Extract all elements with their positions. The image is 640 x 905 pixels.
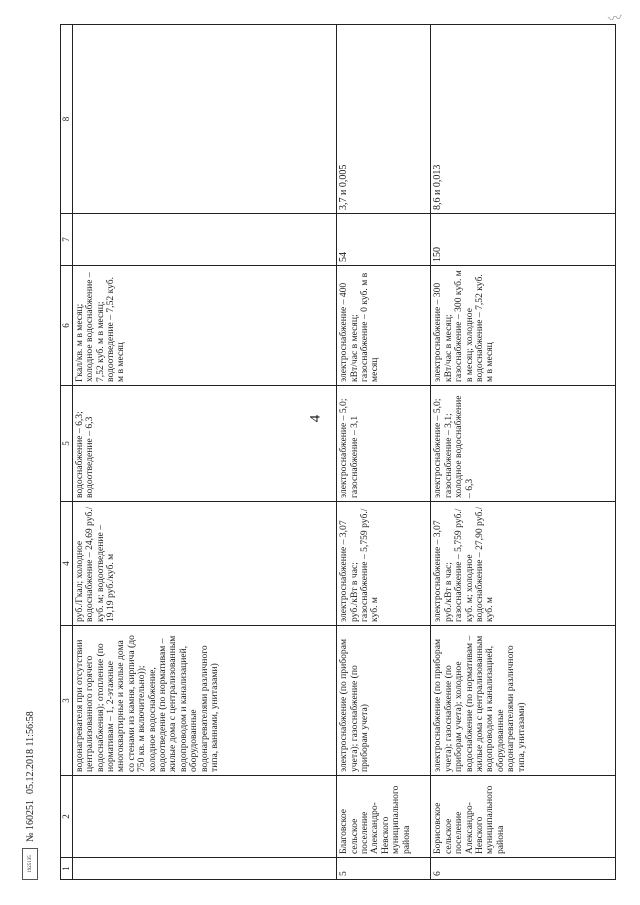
- share: 3,7 и 0,005: [337, 25, 431, 214]
- header-cell: 4: [61, 502, 73, 626]
- header-cell: 6: [61, 266, 73, 386]
- scan-mark: 〰: [607, 10, 624, 29]
- page-number: 4: [307, 414, 324, 423]
- document-id: № 160251: [24, 799, 36, 842]
- settlement-name: Благовское сельское поселение Александро-Невского муниципального района: [337, 776, 431, 858]
- consumption: электроснабжение – 300 кВт/час в месяц; газоснабжение – 300 куб. м в месяц; холодное водоснабжение – 7,52 куб. м в месяц: [431, 266, 616, 386]
- growth-index: электроснабжение – 5,0; газоснабжение – 3,1; холодное водоснабжение – 6,3: [431, 386, 616, 502]
- row-number: [72, 858, 336, 880]
- row-number: 6: [431, 858, 616, 880]
- tariffs: электроснабжение – 3,07 руб./кВт в час; газоснабжение – 5,759 руб./куб. м; холодное водоснабжение – 27,90 руб./куб. м: [431, 502, 616, 626]
- consumption: Гкал/кв. м в месяц; холодное водоснабжение – 7,52 куб. м в месяц; водоотведение – 7,52 куб. м в месяц: [72, 266, 336, 386]
- consumption: электроснабжение – 400 кВт/час в месяц; газоснабжение – 0 куб. м в месяц: [337, 266, 431, 386]
- row-number: 5: [337, 858, 431, 880]
- share: [72, 25, 336, 214]
- header-cell: 2: [61, 776, 73, 858]
- growth-index: водоснабжение – 6,3; водоотведение – 6,3: [72, 386, 336, 502]
- settlement-name: [72, 776, 336, 858]
- services: электроснабжение (по приборам учета); газоснабжение (по приборам учета); холодное водоснабжение (по нормативам – жилые дома с централизованным водопроводом и канализацией, оборудованные водонагревателями различного типа, унитазами): [431, 626, 616, 776]
- document-timestamp: 05.12.2018 11:56:58: [24, 711, 36, 794]
- population: [72, 214, 336, 266]
- services: водонагревателя при отсутствии централизованного горячего водоснабжения); отопление (по нормативам – 1, 2-этажные многоквартирные и жилые дома со стенами из камня, кирпича (до 750 кв. м включительно)); холодное водоснабжение, водоотведение (по нормативам – жилые дома с централизованным водопроводом и канализацией, оборудованные водонагревателями различного типа, ваннами, унитазами): [72, 626, 336, 776]
- rotated-table-container: [60, 25, 616, 880]
- table-row: [72, 25, 336, 880]
- table-row: [337, 25, 431, 880]
- header-cell: 1: [61, 858, 73, 880]
- header-cell: 7: [61, 214, 73, 266]
- header-row: [61, 25, 73, 880]
- registration-stamp: 1925135: [22, 848, 38, 880]
- document-footer: [20, 580, 40, 880]
- population: 150: [431, 214, 616, 266]
- share: 8,6 и 0,013: [431, 25, 616, 214]
- population: 54: [337, 214, 431, 266]
- tariff-table: [60, 24, 616, 880]
- header-cell: 8: [61, 25, 73, 214]
- growth-index: электроснабжение – 5,0; газоснабжение – 3,1: [337, 386, 431, 502]
- settlement-name: Борисовское сельское поселение Александро-Невского муниципального района: [431, 776, 616, 858]
- header-cell: 3: [61, 626, 73, 776]
- header-cell: 5: [61, 386, 73, 502]
- services: электроснабжение (по приборам учета); газоснабжение (по приборам учета): [337, 626, 431, 776]
- tariffs: электроснабжение – 3,07 руб./кВт в час; газоснабжение – 5,759 руб./куб. м: [337, 502, 431, 626]
- tariffs: руб./Гкал; холодное водоснабжение – 24,69 руб./куб. м; водоотведение – 19,19 руб./куб. м: [72, 502, 336, 626]
- table-row: [431, 25, 616, 880]
